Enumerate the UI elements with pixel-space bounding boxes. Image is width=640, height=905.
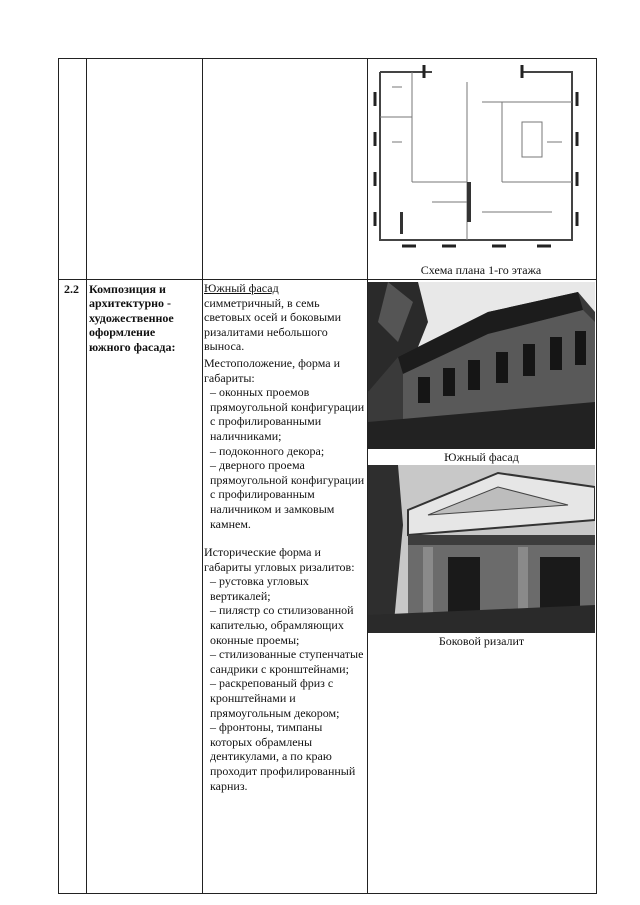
section2-item: – пилястр со стилизованной капителью, обрамляющих оконные проемы; xyxy=(210,603,354,647)
plan-caption: Схема плана 1-го этажа xyxy=(420,263,542,277)
section1-item: – оконных проемов прямоугольной конфигурации с профилированными наличниками; xyxy=(210,385,365,443)
column-divider-2 xyxy=(202,58,203,893)
row-title: Композиция и архитектурно - художественное оформление южного фасада: xyxy=(89,282,176,354)
section2-title: Исторические форма и габариты угловых ризалитов: xyxy=(204,545,355,574)
south-facade-caption: Южный фасад xyxy=(444,450,519,464)
row-divider xyxy=(59,279,596,280)
south-facade-photo xyxy=(368,282,595,449)
table-top-border xyxy=(59,58,596,59)
section1-item: – подоконного декора; xyxy=(210,443,325,458)
floor-plan-image xyxy=(372,62,590,254)
side-risalit-photo xyxy=(368,465,595,633)
facade-description xyxy=(204,281,366,793)
row-number: 2.2 xyxy=(64,282,79,296)
side-risalit-caption: Боковой ризалит xyxy=(438,634,525,648)
section2-item: – раскрепованый фриз с кронштейнами и прямоугольным декором; xyxy=(210,676,340,720)
section2-item: – стилизованные ступенчатые сандрики с кронштейнами; xyxy=(210,647,364,676)
section2-item: – фронтоны, тимпаны которых обрамлены дентикулами, а по краю проходит профилированный карниз. xyxy=(210,720,356,793)
description-heading: Южный фасад xyxy=(204,281,279,295)
description-intro: симметричный, в семь световых осей и боковыми ризалитами небольшого выноса. xyxy=(204,295,342,354)
section1-item: – дверного проема прямоугольной конфигурации с профилированным наличником и замковым камнем. xyxy=(210,458,365,531)
column-divider-1 xyxy=(86,58,87,893)
section2-item: – рустовка угловых вертикалей; xyxy=(210,574,309,603)
section1-title: Местоположение, форма и габариты: xyxy=(204,355,340,385)
